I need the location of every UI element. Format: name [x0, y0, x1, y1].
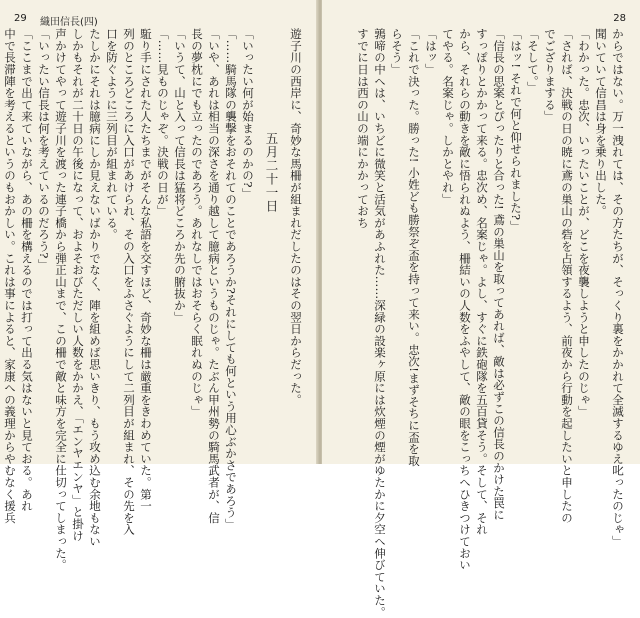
text-column: 口を防ぐように三列目が組まれている。: [105, 28, 119, 241]
text-column: たしかにそれは臆病にしか見えないばかりでなく、陣を組めば思いきり、もう攻め込む余地もない: [88, 28, 102, 548]
left-page: [0, 0, 318, 571]
text-column: 声かけてやって遊子川を渡った連子橋から弾正山まで、この柵で敵と味方を完全に仕切ってしまった。: [54, 28, 68, 571]
text-column: 聞いていて信昌は身を乗り出した。: [594, 28, 608, 217]
text-column: てやる。名案じゃ。しかとやれ」: [441, 28, 455, 205]
text-column: から、それらの動きを敵に悟られぬよう、柵結いの人数をふやして、敵の眼をこっちへひきつけておい: [458, 28, 472, 571]
page-number-left: 29: [14, 13, 27, 24]
text-column: 「いや、あれは相当の深さを通り越して臆病というものじゃ。たぶん甲州勢の騎馬武者が、信: [207, 28, 221, 524]
page-number-right: 28: [613, 13, 626, 24]
text-column: 「いうて、山と入って信長は猛将どころか先の腑抜か」: [173, 28, 187, 323]
text-column: 「はッ」: [424, 28, 438, 76]
text-column: 「されば、決戦の日の暁に鳶の巣山の砦を占領するよう、前夜から行動を起したいと申したの: [560, 28, 574, 524]
text-column: 「これで決った。勝った! 小姓ども勝祭ぞ盃を持って来い。忠次!まずそちに盃を取: [407, 28, 421, 467]
text-column: 「ここまで出て来ていながら、あの柵を構えるのでは打って出る気はないと見ておる。あれ: [20, 28, 34, 512]
right-page: [322, 0, 640, 618]
left-page-body: [3, 28, 304, 571]
right-page-body: [330, 28, 626, 618]
text-column: 列のところどころに入口があけられ、その入口をふさぐようにして二列目が組まれ、その先を入: [122, 28, 136, 536]
text-column: 「そして。」: [526, 28, 540, 94]
text-column: 駈り手にされた人たちまでがそんな私語を交すほど、奇妙な柵は厳重をきわめていた。第一: [139, 28, 153, 512]
text-column: 遊子川の西岸に、奇妙な馬柵が組まれだしたのはその翌日からだった。: [289, 28, 303, 406]
text-column: すでに日は西の山の端にかかっておち: [356, 28, 370, 229]
text-column: 鶉啼の中へは、いちどに微笑と活気があふれた……深緑の設楽ヶ原には炊煙の煙がゆたかに夕空へ伸びていた。: [373, 28, 387, 618]
text-column: 「……見ものじゃぞ。決戦の日が」: [156, 28, 170, 217]
text-column: らそう」: [390, 28, 404, 76]
text-column: 「わかった。忠次、いったいことが、どこを夜襲しようと申したのじゃ」: [577, 28, 591, 418]
text-column: 「……騎馬隊の襲撃をおそれてのことであろうか?それにしても何という用心ぶかさであろう」: [224, 28, 238, 531]
text-column: 中で長滞陣を考えるというのもおかしい。これは事によると、家康への義理からやむなく援兵: [3, 28, 17, 524]
text-column: すっぽりとかかって来る。忠次め、名案じゃ。よし、すぐに鉄砲隊を五百貸そう。そして、それ: [475, 28, 489, 536]
text-column: 「信長の思案とぴったりと合った! 鳶の巣山を取ってあれば、敵は必ずこの信長のかけた罠に: [492, 28, 506, 521]
text-column: からではない。万一洩れては、その方たちが、そっくり裏をかかれて全滅するゆえ叱ったのじゃ」: [611, 28, 625, 548]
text-column: しかもそれが二十日の午後になって、およそおびただしい人数をかかえ、「エンヤエンヤ」と掛け: [71, 28, 85, 542]
text-column: でござりまする」: [543, 28, 557, 123]
text-column: 「はッ! それで何と仰せられました?」: [509, 28, 523, 233]
text-column: 「いったい信長は何を考えているのだろう?」: [37, 28, 51, 271]
chapter-title: 五月二十一日: [264, 132, 279, 213]
running-head: 織田信長(四): [40, 17, 98, 28]
text-column: 「いったい何が始まるのかの?」: [241, 28, 255, 200]
text-column: 長の夢枕にでも立ったのであろう。あれなしではおそらく眠れぬのじゃ」: [190, 28, 204, 418]
